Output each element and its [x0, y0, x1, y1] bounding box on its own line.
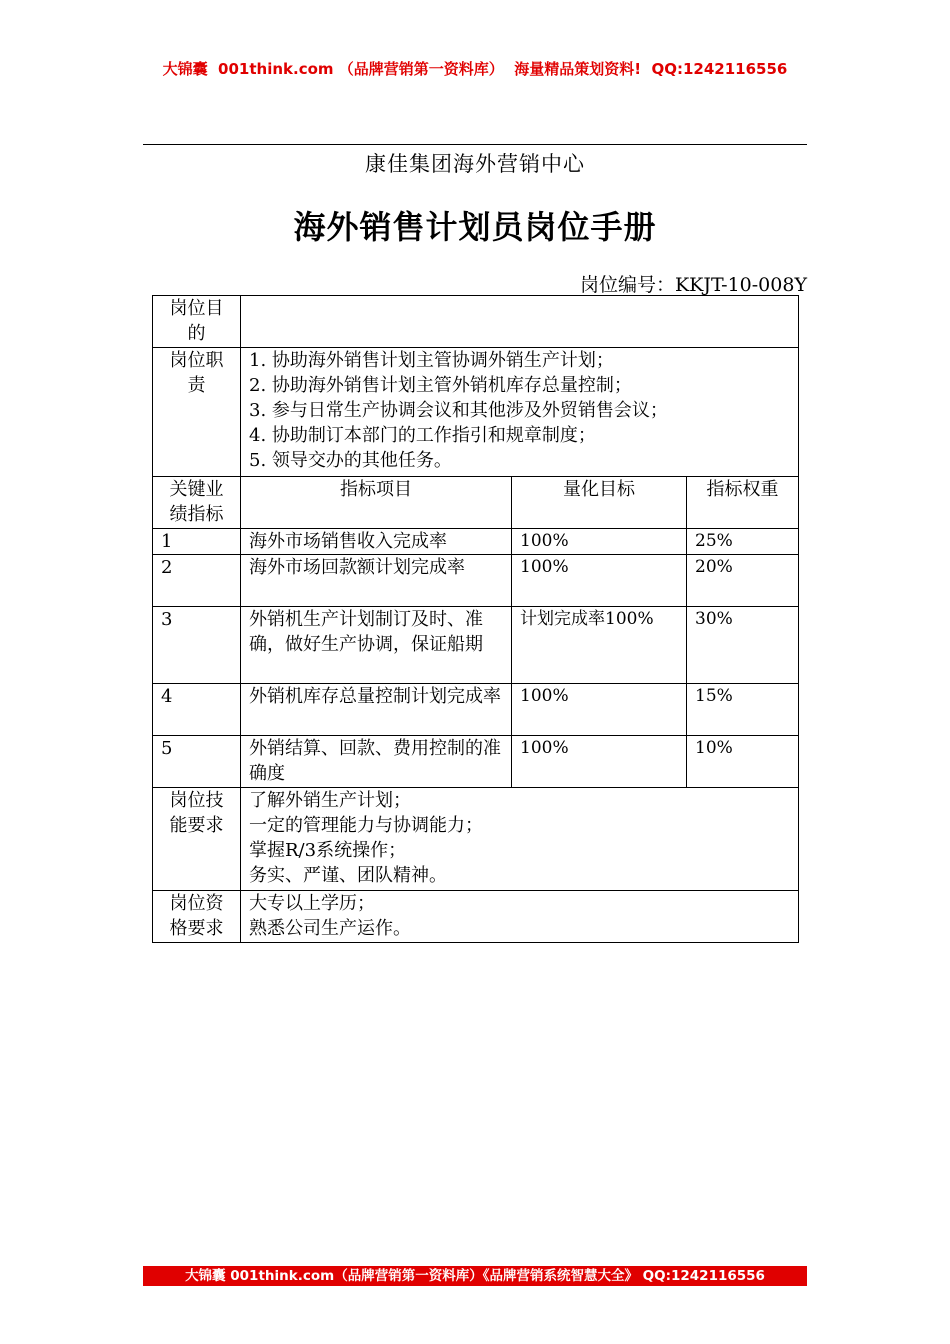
purpose-row	[153, 296, 799, 348]
kpi-item: 外销机生产计划制订及时、准确，做好生产协调，保证船期	[241, 607, 512, 684]
kpi-target: 计划完成率100%	[512, 607, 687, 684]
kpi-row	[153, 736, 799, 788]
kpi-target: 100%	[512, 529, 687, 555]
header-rule	[143, 144, 807, 145]
kpi-no: 4	[153, 684, 241, 736]
duties-list	[241, 348, 799, 477]
kpi-target: 100%	[512, 684, 687, 736]
purpose-value	[241, 296, 799, 348]
kpi-item: 外销结算、回款、费用控制的准确度	[241, 736, 512, 788]
kpi-item: 外销机库存总量控制计划完成率	[241, 684, 512, 736]
kpi-weight: 20%	[687, 555, 799, 607]
skill-item: 一定的管理能力与协调能力；	[249, 815, 483, 836]
qualifications-label: 岗位资格要求	[153, 891, 241, 943]
position-code: 岗位编号：KKJT-10-008Y	[579, 274, 807, 296]
footer-banner: 大锦囊 001think.com（品牌营销第一资料库）《品牌营销系统智慧大全》 QQ:1242116556	[143, 1266, 807, 1286]
qualification-item: 大专以上学历；	[249, 893, 375, 914]
kpi-header-weight: 指标权重	[687, 477, 799, 529]
kpi-item: 海外市场销售收入完成率	[241, 529, 512, 555]
kpi-target: 100%	[512, 736, 687, 788]
skills-row	[153, 788, 799, 891]
qualifications-row	[153, 891, 799, 943]
job-table	[152, 295, 799, 943]
kpi-no: 5	[153, 736, 241, 788]
kpi-row	[153, 684, 799, 736]
kpi-header-item: 指标项目	[241, 477, 512, 529]
kpi-weight: 15%	[687, 684, 799, 736]
doc-title: 海外销售计划员岗位手册	[293, 208, 657, 246]
kpi-no: 2	[153, 555, 241, 607]
duty-item: 4. 协助制订本部门的工作指引和规章制度；	[249, 425, 596, 446]
duty-item: 1. 协助海外销售计划主管协调外销生产计划；	[249, 350, 614, 371]
kpi-row	[153, 607, 799, 684]
kpi-weight: 25%	[687, 529, 799, 555]
qualification-item: 熟悉公司生产运作。	[249, 918, 411, 939]
header-banner: 大锦囊 001think.com （品牌营销第一资料库） 海量精品策划资料! QQ:1242116556	[162, 60, 788, 78]
kpi-no: 1	[153, 529, 241, 555]
kpi-row	[153, 529, 799, 555]
kpi-row	[153, 555, 799, 607]
duty-item: 5. 领导交办的其他任务。	[249, 450, 452, 471]
duty-item: 2. 协助海外销售计划主管外销机库存总量控制；	[249, 375, 632, 396]
kpi-weight: 10%	[687, 736, 799, 788]
duties-label: 岗位职责	[153, 348, 241, 477]
skill-item: 务实、严谨、团队精神。	[249, 865, 447, 886]
kpi-no: 3	[153, 607, 241, 684]
qualifications-list	[241, 891, 799, 943]
kpi-header-row	[153, 477, 799, 529]
skills-label: 岗位技能要求	[153, 788, 241, 891]
skill-item: 了解外销生产计划；	[249, 790, 411, 811]
kpi-label: 关键业绩指标	[153, 477, 241, 529]
kpi-target: 100%	[512, 555, 687, 607]
purpose-label: 岗位目的	[153, 296, 241, 348]
skills-list	[241, 788, 799, 891]
duty-item: 3. 参与日常生产协调会议和其他涉及外贸销售会议；	[249, 400, 668, 421]
duties-row	[153, 348, 799, 477]
kpi-header-target: 量化目标	[512, 477, 687, 529]
kpi-item: 海外市场回款额计划完成率	[241, 555, 512, 607]
org-name: 康佳集团海外营销中心	[365, 152, 585, 176]
skill-item: 掌握R/3系统操作；	[249, 840, 407, 861]
kpi-weight: 30%	[687, 607, 799, 684]
